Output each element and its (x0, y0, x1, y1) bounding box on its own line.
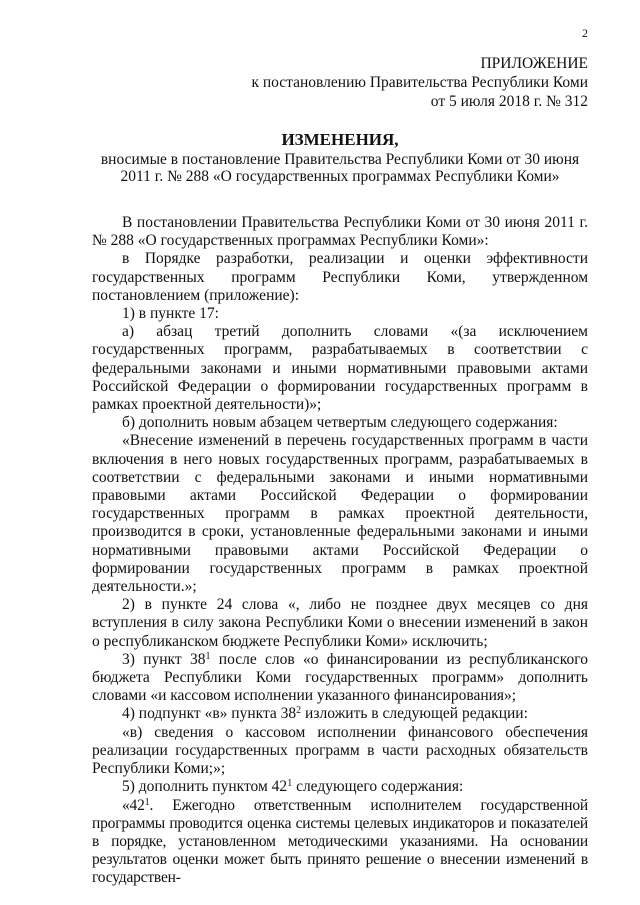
paragraph-item-1b-text: «Внесение изменений в перечень государственных программ в части включения в него новых государственных программ, разрабатываемых в соответствии с федеральными законами и иными нормативными правовыми актами Российской Федерации о формировании государственных программ в рамках проектной деятельности, производится в сроки, установленные федеральными законами и иными нормативными правовыми актами Российской Федерации о формировании государственных программ в рамках проектной деятельности.»; (92, 432, 588, 596)
item-3-rest: после слов «о финансировании из республиканского бюджета Республики Коми государственных программ» дополнить словами «и кассовом исполнении указанного финансирования»; (92, 650, 589, 705)
page-number: 2 (582, 26, 588, 40)
title-heading: ИЗМЕНЕНИЯ, (281, 130, 399, 149)
item-4-lead: 4) подпункт «в» пункта 38 (122, 705, 297, 723)
item-4-rest: изложить в следующей редакции: (301, 705, 528, 723)
paragraph-item-5-text (92, 797, 588, 888)
paragraph-item-4-text: «в) сведения о кассовом исполнении финансового обеспечения реализации государственных программ в части расходных обязательств Республики Коми;»; (92, 723, 588, 778)
item-4-superscript: 2 (296, 705, 302, 717)
paragraph-procedure: в Порядке разработки, реализации и оценки эффективности государственных программ Республики Коми, утвержденном постановлением (приложение): (92, 250, 588, 304)
item-5-lead: 5) дополнить пунктом 42 (122, 778, 288, 796)
item-5-text-superscript: 1 (144, 796, 150, 808)
item-5-superscript: 1 (287, 778, 293, 790)
item-3-lead: 3) пункт 38 (122, 650, 206, 668)
document-title (92, 131, 588, 186)
paragraph-item-1: 1) в пункте 17: (122, 305, 219, 323)
item-5-rest: следующего содержания: (292, 778, 464, 796)
item-5-text-lead: «42 (122, 796, 145, 814)
item-3-superscript: 1 (205, 650, 211, 662)
appendix-header (251, 54, 588, 111)
document-body (92, 214, 588, 888)
appendix-resolution: к постановлению Правительства Республики Коми (251, 74, 588, 91)
paragraph-item-1a: а) абзац третий дополнить словами «(за исключением государственных программ, разрабатываемых в соответствии с федеральными законами и иными нормативными правовыми актами Российской Федерации о формировании государственных программ в рамках проектной деятельности)»; (92, 323, 588, 414)
paragraph-item-2: 2) в пункте 24 слова «, либо не позднее двух месяцев со дня вступления в силу закона Республики Коми о внесении изменений в закон о республиканском бюджете Республики Коми» исключить; (92, 596, 588, 650)
paragraph-item-5 (92, 778, 588, 796)
appendix-label: ПРИЛОЖЕНИЕ (480, 55, 588, 72)
paragraph-item-3 (92, 651, 588, 706)
title-subheading: вносимые в постановление Правительства Республики Коми от 30 июня 2011 г. № 288 «О государственных программах Республики Коми» (100, 150, 580, 185)
paragraph-item-1b: б) дополнить новым абзацем четвертым следующего содержания: (122, 414, 558, 432)
paragraph-item-4 (92, 705, 588, 723)
appendix-date-number: от 5 июля 2018 г. № 312 (430, 93, 588, 110)
item-5-text-rest: . Ежегодно ответственным исполнителем государственной программы проводится оценка системы целевых индикаторов и показателей в порядке, установленном методическими указаниями. На основании результатов оценки может быть принято решение о внесении изменений в государствен- (92, 796, 588, 887)
paragraph-intro: В постановлении Правительства Республики Коми от 30 июня 2011 г. № 288 «О государственных программах Республики Коми»: (92, 214, 588, 250)
